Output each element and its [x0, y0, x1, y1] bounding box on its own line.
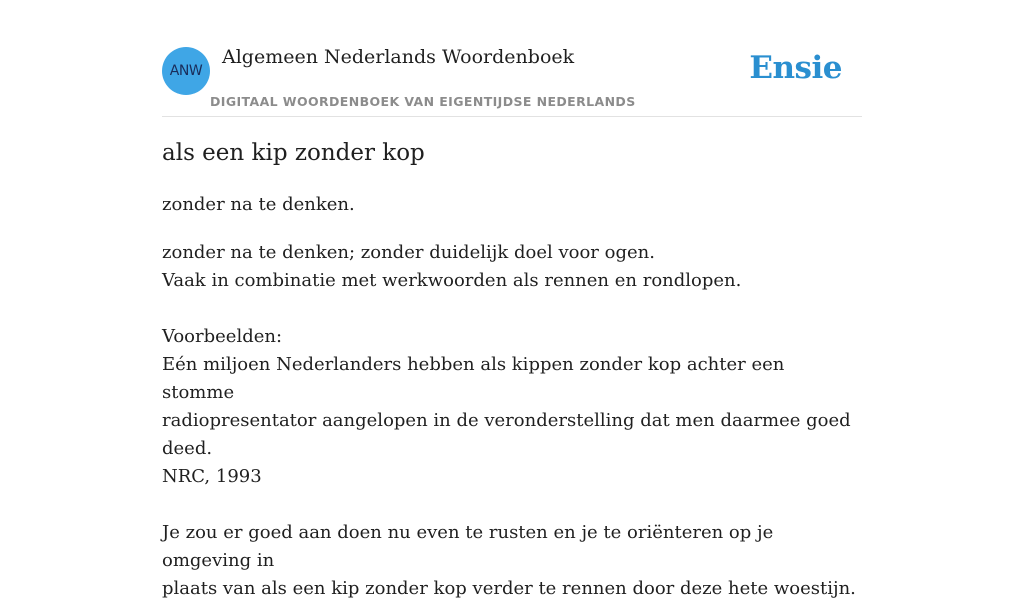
example-text: plaats van als een kip zonder kop verder te rennen door deze hete woestijn.	[162, 578, 856, 599]
entry-title: als een kip zonder kop	[162, 140, 425, 166]
definition-line: Vaak in combinatie met werkwoorden als rennen en rondlopen.	[162, 270, 742, 291]
definition-line: zonder na te denken; zonder duidelijk doel voor ogen.	[162, 242, 655, 263]
example-text: radiopresentator aangelopen in de veronderstelling dat men daarmee goed deed.	[162, 410, 851, 459]
site-title[interactable]: Algemeen Nederlands Woordenboek	[222, 46, 575, 68]
spacer	[162, 491, 862, 519]
short-definition: zonder na te denken.	[162, 194, 355, 215]
spacer	[162, 295, 862, 323]
entry-body	[162, 239, 862, 603]
page-container	[162, 0, 862, 599]
ensie-brand-logo[interactable]: Ensie	[749, 50, 842, 86]
site-subtitle: DIGITAAL WOORDENBOEK VAN EIGENTIJDSE NEDERLANDS	[210, 94, 636, 109]
example-text: Je zou er goed aan doen nu even te rusten en je te oriënteren op je omgeving in	[162, 522, 774, 571]
site-header	[162, 0, 862, 117]
examples-label: Voorbeelden:	[162, 326, 283, 347]
example-text: Eén miljoen Nederlanders hebben als kippen zonder kop achter een stomme	[162, 354, 785, 403]
anw-logo[interactable]: ANW	[162, 47, 210, 95]
example-source: NRC, 1993	[162, 466, 262, 487]
